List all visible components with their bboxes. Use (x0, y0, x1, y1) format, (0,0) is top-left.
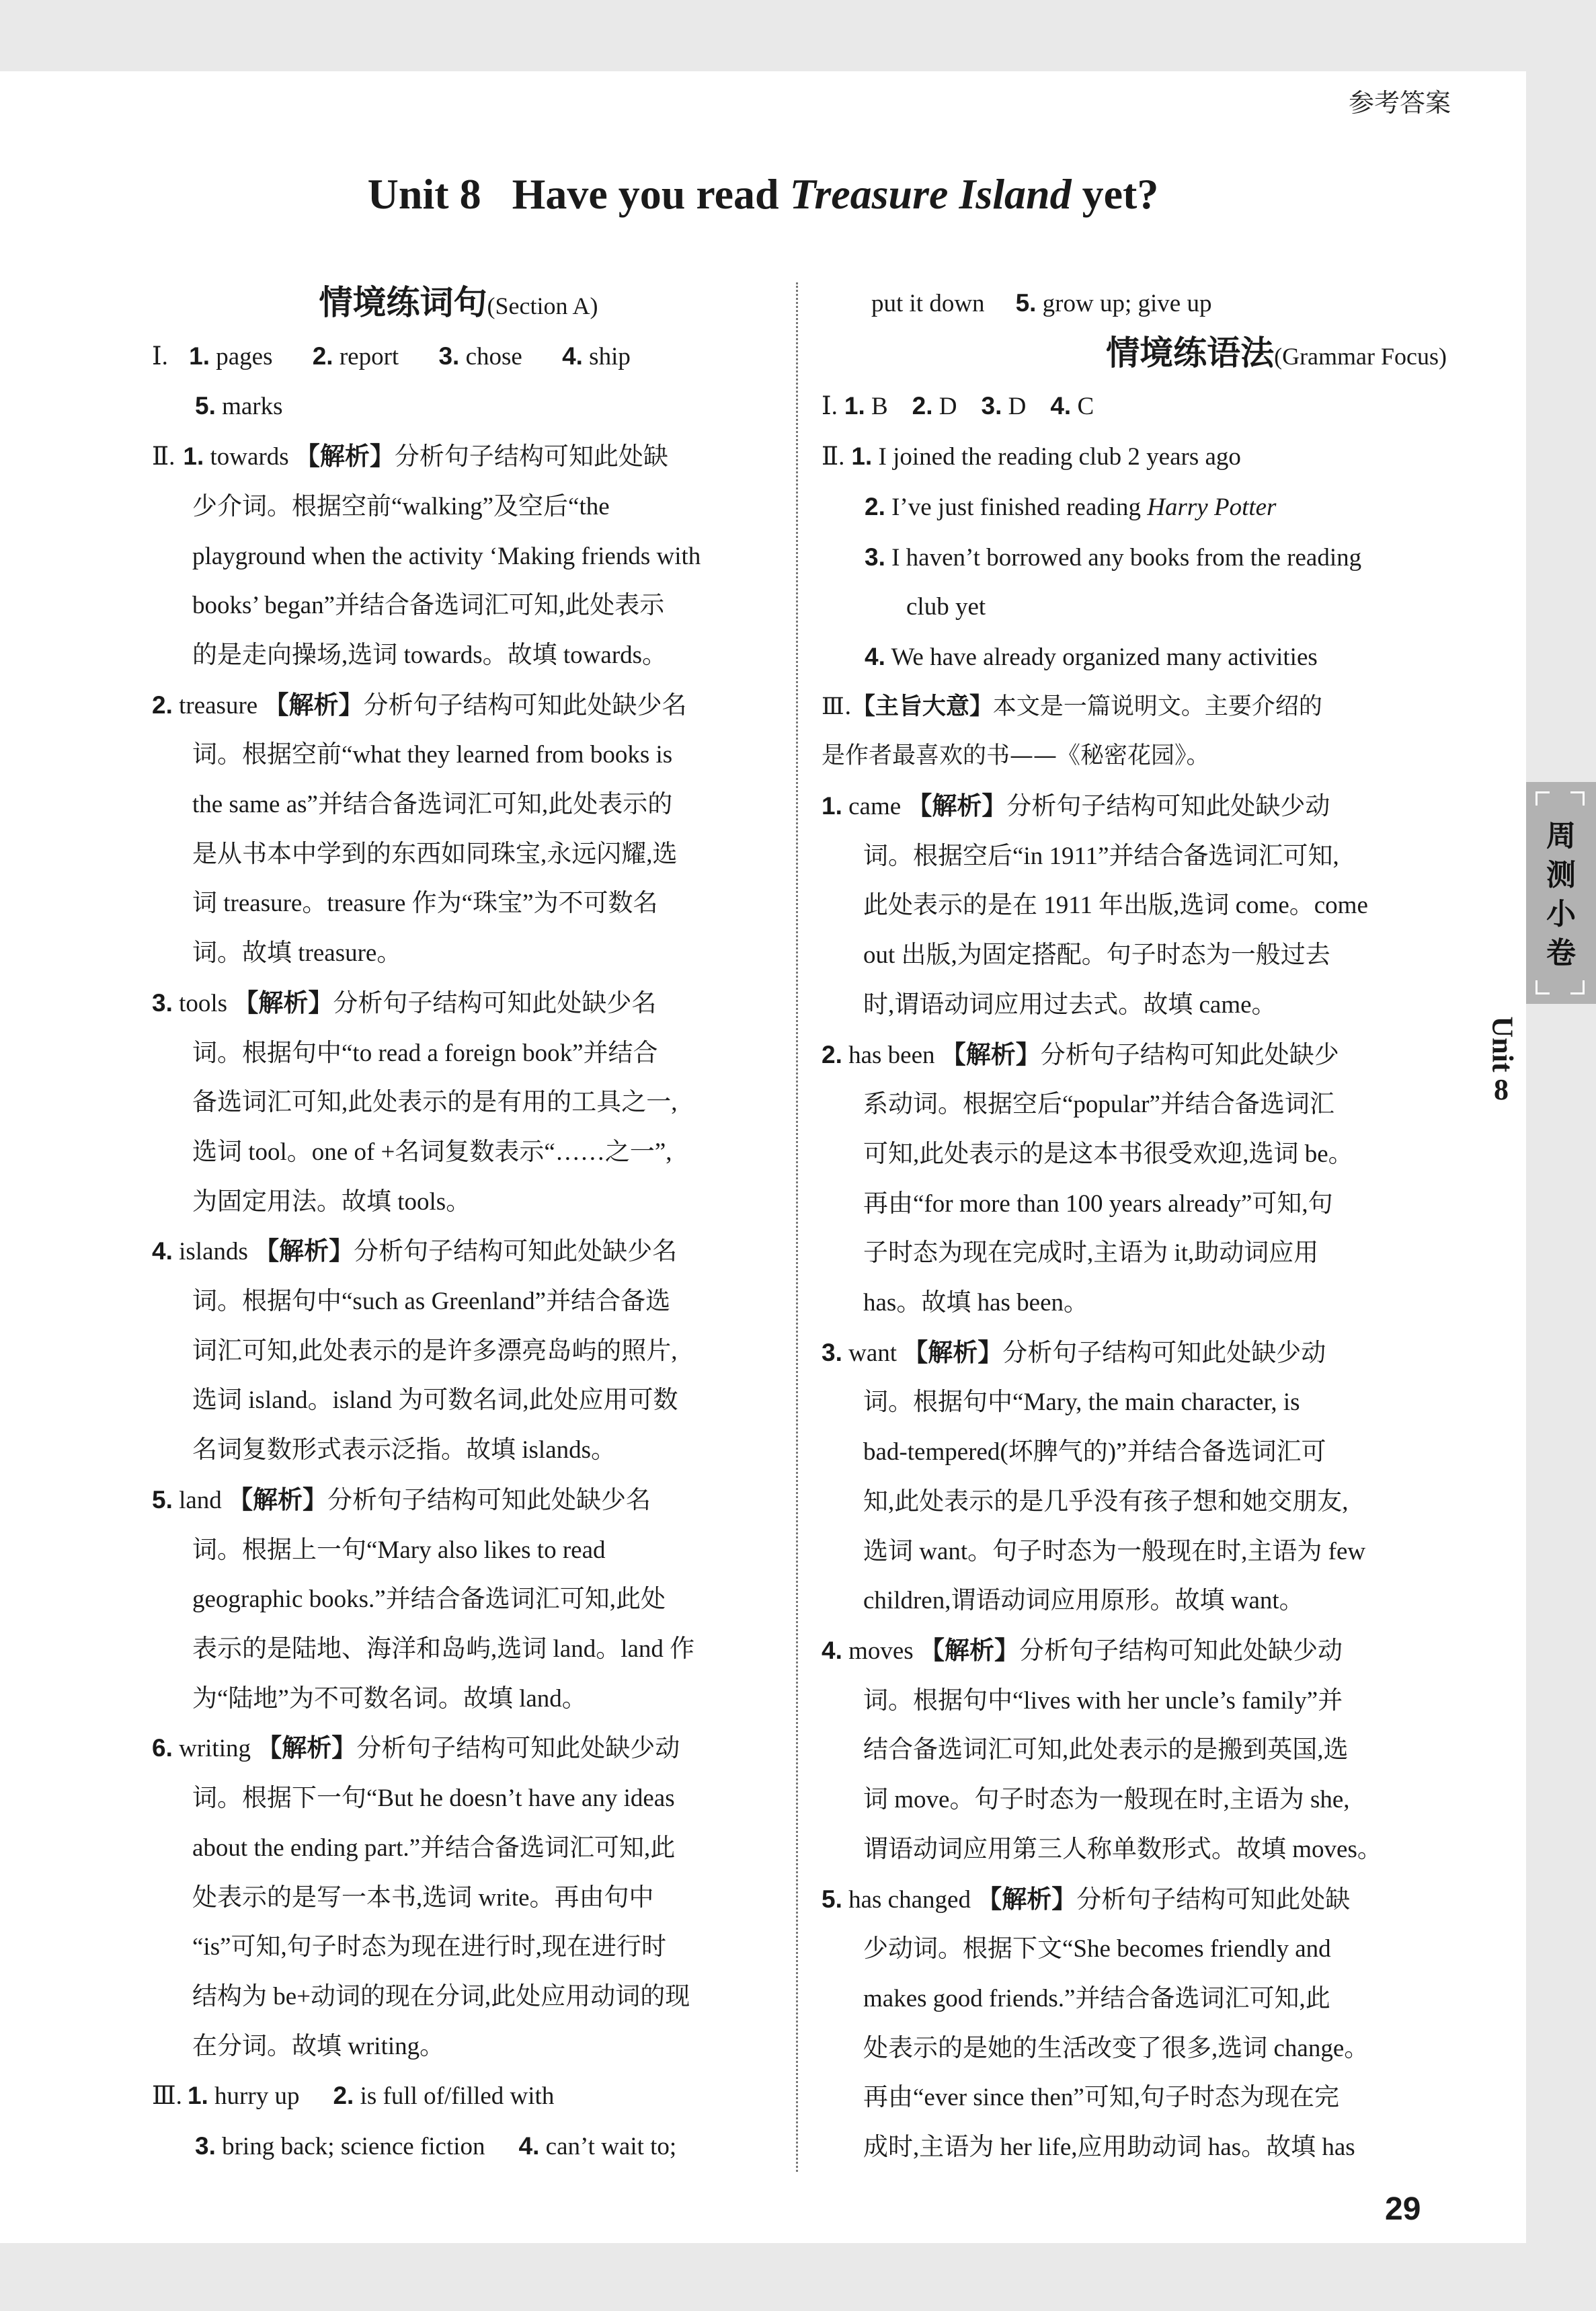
grammar-part-1: Ⅰ. 1. B 2. D 3. D 4. C (822, 392, 1094, 421)
part-3-answers: Ⅲ. 1. hurry up 2. is full of/filled with (152, 2082, 555, 2111)
page-title (0, 169, 1526, 219)
grammar-part-2-q3: 3. I haven’t borrowed any books from the reading club yet (865, 543, 1362, 621)
answer-ii-4: 4. islands 【解析】分析句子结构可知此处缺少名 词。根据句中“such as Greenland”并结合备选 词汇可知,此处表示的是许多漂亮岛屿的照片, 选词 island。island 为可数名词,此处应用可数 名词复数形式表示泛指。故填 islands。 (152, 1237, 678, 1464)
answer-ii-5: 5. land 【解析】分析句子结构可知此处缺少名 词。根据上一句“Mary also likes to read geographic books.”并结合备选词汇可知,此处 表示的是陆地、海洋和岛屿,选词 land。land 作 为“陆地”为不可数名词。故填 land。 (152, 1485, 695, 1713)
answer-ii-3: 3. tools 【解析】分析句子结构可知此处缺少名 词。根据句中“to read a foreign book”并结合 备选词汇可知,此处表示的是有用的工具之一, 选词 tool。one of +名词复数表示“……之一”, 为固定用法。故填 tools。 (152, 988, 678, 1216)
part-3-answers-cont: 3. bring back; science fiction 4. can’t wait to; (195, 2132, 677, 2161)
title-question: Have you read (512, 170, 790, 218)
grammar-answer-5: 5. has changed 【解析】分析句子结构可知此处缺 少动词。根据下文“She becomes friendly and makes good friends.”并结合备选词汇可知,此 处表示的是她的生活改变了很多,选词 change。 再由“ever since then”可知,句子时态为现在完 成时,主语为 her life,应用助动词 has。故填 has (822, 1884, 1369, 2162)
side-tab-label: 周 测 小 卷 (1546, 819, 1576, 970)
side-unit-number: 8 (1494, 1073, 1509, 1106)
page-header: 参考答案 (1348, 88, 1451, 118)
grammar-part-2-q2: 2. I’ve just finished reading Harry Potter (865, 492, 1277, 521)
answer-ii-6: 6. writing 【解析】分析句子结构可知此处缺少动 词。根据下一句“But he doesn’t have any ideas about the ending part.”并结合备选词汇可知,此 处表示的是写一本书,选词 write。再由句中 “is”可知,句子时态为现在进行时,现在进行时 结构为 be+动词的现在分词,此处应用动词的现 在分词。故填 writing。 (152, 1733, 690, 2060)
side-tab (1526, 782, 1596, 1004)
section-heading-grammar: 情境练语法(Grammar Focus) (1106, 333, 1447, 373)
title-unit: Unit 8 (367, 170, 481, 218)
section-heading-a: 情境练词句(Section A) (319, 283, 598, 322)
grammar-answer-2: 2. has been 【解析】分析句子结构可知此处缺少 系动词。根据空后“popular”并结合备选词汇 可知,此处表示的是这本书很受欢迎,选词 be。 再由“for more than 100 years already”可知,句 子时态为现在完成时,主语为 it,助动词应用 has。故填 has been。 (822, 1040, 1353, 1317)
grammar-answer-4: 4. moves 【解析】分析句子结构可知此处缺少动 词。根据句中“lives with her uncle’s family”并 结合备选词汇可知,此处表示的是搬到英国,选 词 move。句子时态为一般现在时,主语为 she, 谓语动词应用第三人称单数形式。故填 moves。 (822, 1635, 1382, 1863)
grammar-answer-3: 3. want 【解析】分析句子结构可知此处缺少动 词。根据句中“Mary, the main character, is bad-tempered(坏脾气的)”并结合备选词汇可 知,此处表示的是几乎没有孩子想和她交朋友, 选词 want。句子时态为一般现在时,主语为 few children,谓语动词应用原形。故填 want。 (822, 1337, 1366, 1615)
column-divider (796, 282, 798, 2172)
part-3-answers-end: put it down 5. grow up; give up (871, 289, 1212, 317)
right-column (822, 278, 1452, 2172)
grammar-part-3-summary: Ⅲ.【主旨大意】本文是一篇说明文。主要介绍的 是作者最喜欢的书——《秘密花园》。 (822, 693, 1322, 770)
grammar-part-2-q1: Ⅱ. 1. I joined the reading club 2 years ago (822, 442, 1241, 471)
page-number: 29 (1385, 2191, 1421, 2227)
title-end: yet? (1071, 170, 1159, 218)
part-1-answer-5: 5. marks (195, 392, 283, 421)
side-unit-label (1474, 1016, 1528, 1106)
title-book: Treasure Island (789, 170, 1072, 218)
side-unit-word: Unit (1486, 1016, 1519, 1072)
grammar-answer-1: 1. came 【解析】分析句子结构可知此处缺少动 词。根据空后“in 1911”并结合备选词汇可知, 此处表示的是在 1911 年出版,选词 come。come out 出版,为固定搭配。句子时态为一般过去 时,谓语动词应用过去式。故填 came。 (822, 791, 1368, 1019)
left-column (152, 278, 765, 2172)
part-1-answers: Ⅰ. 1. pages 2. report 3. chose 4. ship (152, 342, 631, 370)
answer-ii-1: Ⅱ. 1. towards 【解析】分析句子结构可知此处缺 少介词。根据空前“walking”及空后“the playground when the activity ‘Making friends with books’ began”并结合备选词汇可知,此处表示 的是走向操场,选词 towards。故填 towards。 (152, 442, 701, 669)
answer-ii-2: 2. treasure 【解析】分析句子结构可知此处缺少名 词。根据空前“what they learned from books is the same as”并结合备选词汇可知,此处表示的 是从书本中学到的东西如同珠宝,永远闪耀,选 词 treasure。treasure 作为“珠宝”为不可数名 词。故填 treasure。 (152, 690, 687, 968)
grammar-part-2-q4: 4. We have already organized many activities (865, 642, 1318, 671)
